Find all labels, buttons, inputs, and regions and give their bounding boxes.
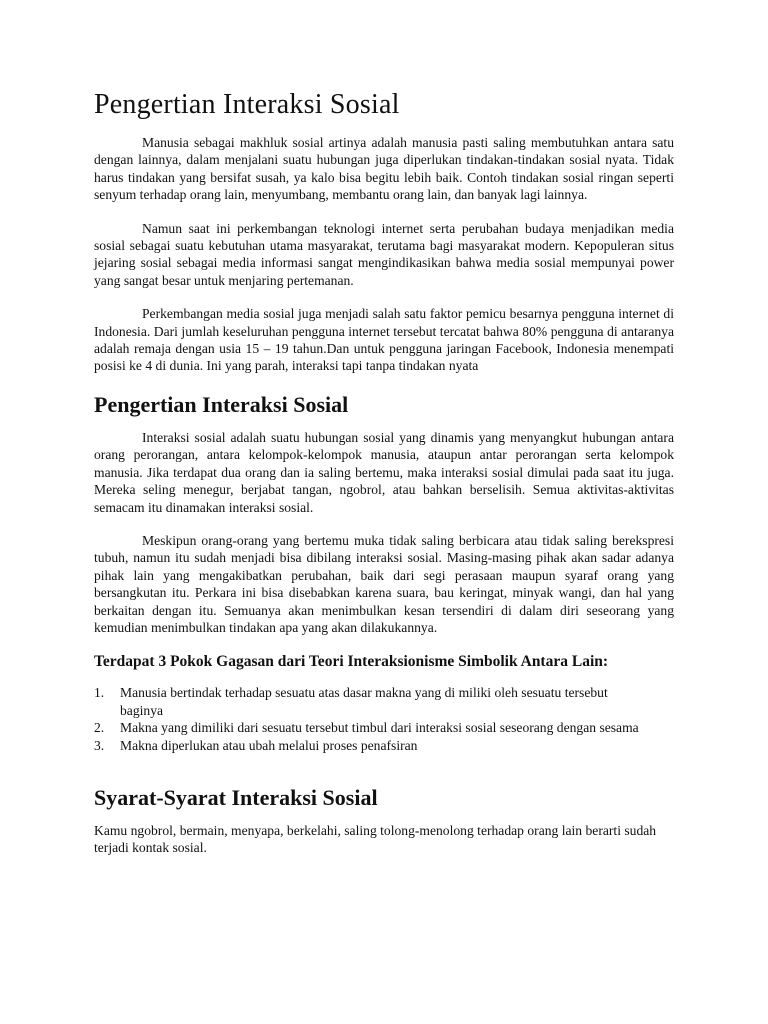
- list-text: Makna diperlukan atau ubah melalui proses penafsiran: [120, 737, 418, 753]
- intro-paragraph-2: Namun saat ini perkembangan teknologi internet serta perubahan budaya menjadikan media sosial sebagai suatu kebutuhan utama masyarakat, terutama bagi masyarakat modern. Kepopuleran situs jejaring sosial sebagai media informasi sangat mengindikasikan bahwa media sosial mempunyai power yang sangat besar untuk menjaring pertemanan.: [94, 220, 674, 288]
- list-item: [94, 684, 674, 719]
- section-heading-pengertian: Pengertian Interaksi Sosial: [94, 391, 349, 417]
- intro-paragraph-3: Perkembangan media sosial juga menjadi salah satu faktor pemicu besarnya pengguna internet di Indonesia. Dari jumlah keseluruhan pengguna internet tersebut tercatat bahwa 80% pengguna di antaranya adalah remaja dengan usia 15 – 19 tahun.Dan untuk pengguna jaringan Facebook, Indonesia menempati posisi ke 4 di dunia. Ini yang parah, interaksi tapi tanpa tindakan nyata: [94, 306, 674, 374]
- document-page: [94, 88, 674, 857]
- list-number: 1.: [94, 685, 105, 701]
- section-heading-syarat: Syarat-Syarat Interaksi Sosial: [94, 784, 378, 810]
- subheading-pokok-gagasan: Terdapat 3 Pokok Gagasan dari Teori Interaksionisme Simbolik Antara Lain:: [94, 653, 609, 671]
- list-text: Makna yang dimiliki dari sesuatu tersebut timbul dari interaksi sosial seseorang dengan sesama: [120, 720, 639, 736]
- list-item: [94, 737, 674, 754]
- section2-paragraph: Kamu ngobrol, bermain, menyapa, berkelahi, saling tolong-menolong terhadap orang lain berarti sudah terjadi kontak sosial.: [94, 822, 657, 856]
- points-list: [94, 684, 674, 754]
- list-number: 2.: [94, 720, 105, 736]
- section1-paragraph-1: Interaksi sosial adalah suatu hubungan sosial yang dinamis yang menyangkut hubungan antara orang perorangan, antara kelompok-kelompok manusia, ataupun antar perorangan serta kelompok manusia. Jika terdapat dua orang dan ia saling bertemu, maka interaksi sosial dimulai pada saat itu juga. Mereka seling menegur, berjabat tangan, ngobrol, atau bahkan berselisih. Semua aktivitas-aktivitas semacam itu dinamakan interaksi sosial.: [94, 429, 674, 515]
- document-title: Pengertian Interaksi Sosial: [94, 89, 400, 120]
- list-text: Manusia bertindak terhadap sesuatu atas dasar makna yang di miliki oleh sesuatu tersebut baginya: [120, 685, 608, 718]
- list-number: 3.: [94, 737, 105, 753]
- intro-paragraph-1: Manusia sebagai makhluk sosial artinya adalah manusia pasti saling membutuhkan antara satu dengan lainnya, dalam menjalani suatu hubungan juga diperlukan tindakan-tindakan sosial nyata. Tidak harus tindakan yang bersifat susah, ya kalo bisa begitu lebih baik. Contoh tindakan sosial ringan seperti senyum terhadap orang lain, menyumbang, membantu orang lain, dan banyak lagi lainnya.: [94, 135, 674, 203]
- section1-paragraph-2: Meskipun orang-orang yang bertemu muka tidak saling berbicara atau tidak saling berekspresi tubuh, namun itu sudah menjadi bisa dibilang interaksi sosial. Masing-masing pihak akan sadar adanya pihak lain yang mengakibatkan perubahan, baik dari segi perasaan maupun syaraf orang yang bersangkutan itu. Perkara ini bisa disebabkan karena suara, bau keringat, minyak wangi, dan hal yang berkaitan dengan itu. Semuanya akan menimbulkan kesan tersendiri di dalam diri seseorang yang kemudian menimbulkan tindakan apa yang akan dilakukannya.: [94, 532, 674, 635]
- list-item: [94, 719, 674, 736]
